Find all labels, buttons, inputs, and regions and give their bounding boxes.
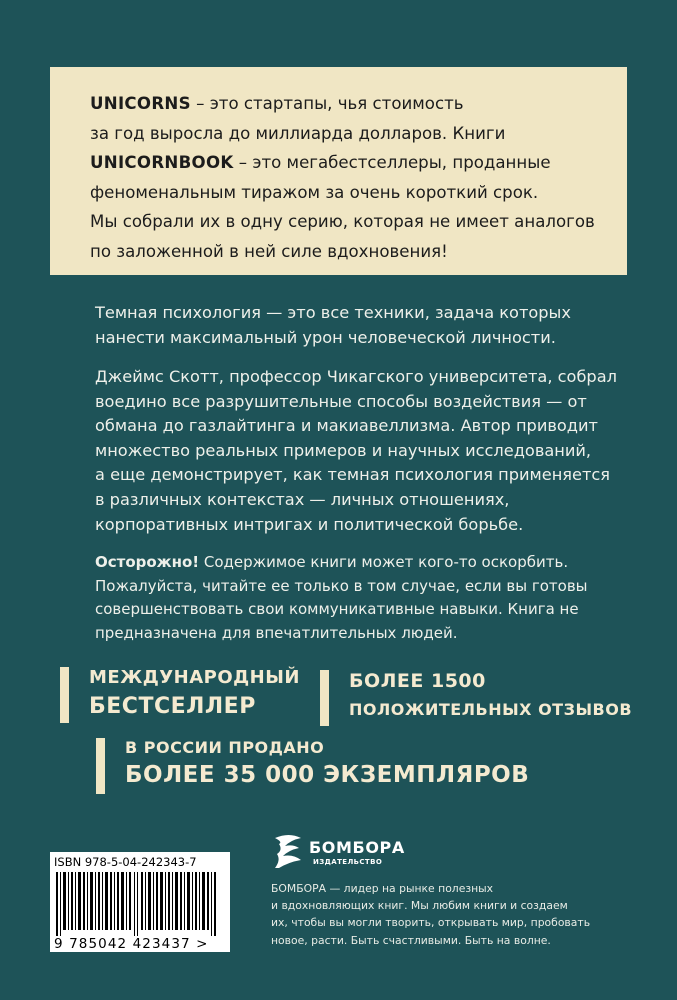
- warning-line: [95, 551, 635, 575]
- stat-line: МЕЖДУНАРОДНЫЙ: [89, 667, 300, 688]
- unicornbook-term: UNICORNBOOK: [90, 153, 234, 173]
- description-line: а еще демонстрирует, как темная психология применяется: [95, 465, 611, 485]
- description-line: множество реальных примеров и научных исследований,: [95, 440, 592, 460]
- barcode: [50, 852, 230, 952]
- publisher-tagline-line: их, чтобы вы могли творить, открывать мир, пробовать: [271, 916, 591, 930]
- publisher-tagline: [271, 880, 611, 949]
- publisher-logo-name: БОМБОРА: [309, 838, 405, 857]
- barcode-bars: [56, 872, 224, 936]
- series-text: – это стартапы, чья стоимость: [190, 94, 464, 113]
- publisher-tagline-line: новое, расти. Быть счастливыми. Быть на волне.: [271, 933, 551, 947]
- bombora-wave-logo-icon: [271, 832, 307, 874]
- publisher-tagline-line: БОМБОРА — лидер на рынке полезных: [271, 882, 494, 895]
- warning-line: совершенствовать свои коммуникативные навыки. Книга не: [95, 600, 579, 619]
- warning-label: Осторожно!: [95, 553, 200, 571]
- series-line: феноменальным тиражом за очень короткий срок.: [90, 182, 539, 202]
- series-line: по заложенной в ней силе вдохновения!: [90, 241, 448, 261]
- description-line: воедино все разрушительные способы воздействия — от: [95, 391, 587, 411]
- series-line: Мы собрали их в одну серию, которая не имеет аналогов: [90, 212, 595, 232]
- stat-line: БЕСТСЕЛЛЕР: [89, 694, 256, 719]
- stat-line: В РОССИИ ПРОДАНО: [125, 738, 325, 757]
- description-paragraph-1: [95, 301, 635, 350]
- isbn-label: ISBN 978-5-04-242343-7: [54, 855, 197, 869]
- series-line: [90, 148, 627, 178]
- series-description-box: [50, 67, 627, 275]
- description-line: в различных контекстах — личных отношениях,: [95, 489, 510, 509]
- series-line: [90, 89, 627, 119]
- series-text: – это мегабестселлеры, проданные: [233, 153, 551, 173]
- stat-bestseller: [60, 667, 300, 723]
- stat-reviews: [320, 670, 633, 726]
- warning-text: Содержимое книги может кого-то оскорбить.: [199, 553, 569, 571]
- stat-accent-bar: [320, 670, 329, 726]
- stat-accent-bar: [60, 667, 69, 723]
- stat-accent-bar: [96, 738, 105, 794]
- publisher-tagline-line: и вдохновляющих книг. Мы любим книги и создаем: [271, 899, 568, 913]
- publisher-logo: [271, 830, 421, 875]
- series-line: за год выросла до миллиарда долларов. Книги: [90, 123, 506, 143]
- description-line: Джеймс Скотт, профессор Чикагского университета, собрал: [95, 367, 617, 386]
- warning-line: предназначена для впечатлительных людей.: [95, 623, 458, 642]
- barcode-number: 9 785042 423437 >: [54, 936, 209, 952]
- warning-paragraph: [95, 551, 635, 645]
- publisher-logo-subtitle: ИЗДАТЕЛЬСТВО: [313, 858, 383, 866]
- description-line: корпоративных интригах и политической борьбе.: [95, 514, 524, 534]
- description-line: нанести максимальный урон человеческой личности.: [95, 327, 556, 347]
- description-paragraph-2: [95, 365, 635, 537]
- stat-line: БОЛЕЕ 1500: [349, 670, 486, 692]
- description-line: обмана до газлайтинга и макиавеллизма. Автор приводит: [95, 416, 598, 436]
- description-line: Темная психология — это все техники, задача которых: [95, 303, 571, 322]
- stat-line: БОЛЕЕ 35 000 ЭКЗЕМПЛЯРОВ: [125, 762, 530, 788]
- stat-line: ПОЛОЖИТЕЛЬНЫХ ОТЗЫВОВ: [349, 700, 633, 719]
- unicorns-term: UNICORNS: [90, 94, 191, 113]
- warning-line: Пожалуйста, читайте ее только в том случае, если вы готовы: [95, 576, 588, 595]
- stat-sold: [96, 738, 530, 794]
